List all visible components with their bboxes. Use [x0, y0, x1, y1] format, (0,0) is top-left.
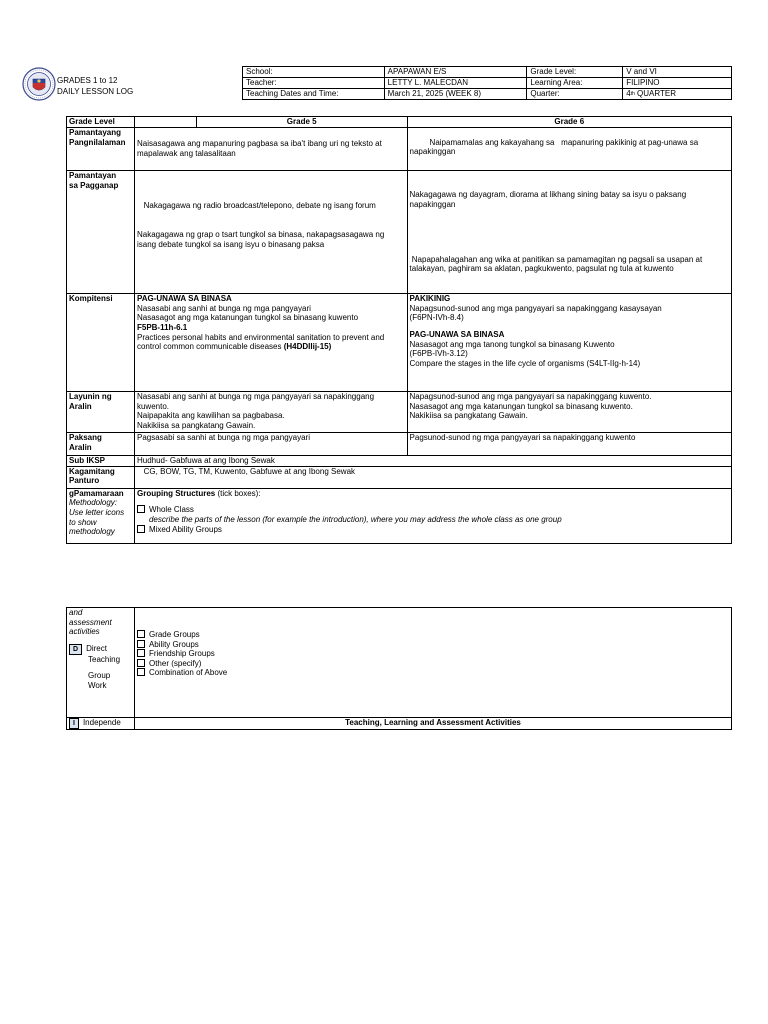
- kompitensi-g5-code2: (H4DDIIij-15): [283, 342, 332, 352]
- learning-area-value: FILIPINO: [623, 78, 732, 89]
- kompitensi-g6-5: Compare the stages in the life cycle of organisms (S4LT-IIg-h-14): [409, 358, 641, 368]
- grade-level-header: Grade Level: [67, 117, 135, 128]
- whole-class-label: Whole Class: [148, 505, 194, 515]
- tla-header: Teaching, Learning and Assessment Activities: [134, 718, 731, 730]
- teacher-value: LETTY L. MALECDAN: [384, 78, 527, 89]
- sub-iksp-label: Sub IKSP: [67, 456, 135, 467]
- whole-class-checkbox[interactable]: [137, 505, 145, 513]
- whole-class-row: [137, 505, 729, 515]
- layunin-label-1: Layunin ng: [69, 392, 112, 402]
- kagamitang-label: [67, 466, 135, 488]
- friendship-groups-checkbox[interactable]: [137, 649, 145, 657]
- title-line-1: GRADES 1 to 12: [57, 76, 118, 85]
- friendship-groups-label: Friendship Groups: [148, 649, 215, 659]
- continuation-content: [134, 608, 731, 718]
- pamantayang-label-1: Pamantayang: [69, 128, 122, 137]
- kagamitang-label-2: Panturo: [69, 476, 100, 486]
- independent-label: Independe: [82, 718, 121, 727]
- pamantayang-label-2: Pangnilalaman: [69, 137, 126, 147]
- letter-d-icon: D: [69, 644, 82, 655]
- pamantayang-g5: [134, 128, 407, 171]
- paksang-label: [67, 433, 135, 456]
- grouping-structures-note: (tick boxes):: [215, 488, 261, 498]
- continuation-label: [67, 608, 135, 718]
- grade-groups-label: Grade Groups: [148, 630, 200, 639]
- layunin-g5-1: Nasasabi ang sanhi at bunga ng mga pangyayari sa napakinggang kuwento.: [136, 392, 375, 411]
- dates-value: March 21, 2025 (WEEK 8): [384, 89, 527, 100]
- work-label: Work: [88, 680, 107, 690]
- paksang-g5: Pagsasabi sa sanhi at bunga ng mga pangyayari: [134, 433, 407, 456]
- layunin-g6: [407, 392, 731, 433]
- pamamaraan-label-2: Methodology:: [69, 498, 118, 508]
- other-label: Other (specify): [148, 658, 202, 668]
- independent-cell: [67, 718, 135, 730]
- layunin-g5: [134, 392, 407, 433]
- mixed-ability-checkbox[interactable]: [137, 525, 145, 533]
- kagamitang-label-1: Kagamitang: [69, 466, 115, 476]
- deped-seal-icon: [22, 67, 56, 101]
- cont-label-1: and: [69, 608, 83, 617]
- header-spacer: [134, 117, 196, 128]
- mixed-ability-label: Mixed Ability Groups: [148, 524, 222, 534]
- paksang-g6: Pagsunod-sunod ng mga pangyayari sa napakinggang kuwento: [407, 433, 731, 456]
- lesson-table: [66, 116, 732, 544]
- learning-area-label: Learning Area:: [527, 78, 623, 89]
- pamantayan-label-2: sa Pagganap: [69, 180, 119, 190]
- quarter-sup: th: [630, 91, 635, 97]
- kompitensi-label: Kompitensi: [67, 294, 135, 392]
- pamantayang-g6: [407, 128, 731, 171]
- layunin-g6-3: Nakikiisa sa pangkatang Gawain.: [409, 411, 528, 421]
- pamantayan-g6: [407, 171, 731, 294]
- other-checkbox[interactable]: [137, 659, 145, 667]
- quarter-num: 4: [626, 89, 631, 98]
- kompitensi-g5-3: Practices personal habits and environmental sanitation to prevent and control common communicable diseases: [136, 332, 385, 352]
- kompitensi-g6-3: Nasasagot ang mga tanong tungkol sa binasang Kuwento: [409, 339, 615, 349]
- paksang-label-2: Aralin: [69, 442, 92, 452]
- pamantayan-g5-2: Nakagagawa ng grap o tsart tungkol sa binasa, nakapagsasagawa ng isang debate tungkol sa isang isyu o binasang paksa: [136, 229, 387, 249]
- layunin-g5-2: Naipapakita ang kawilihan sa pagbabasa.: [136, 411, 285, 421]
- pamantayan-label-1: Pamantayan: [69, 171, 117, 180]
- grade-groups-checkbox[interactable]: [137, 630, 145, 638]
- direct-label: Direct: [86, 643, 107, 653]
- pamamaraan-label-4: to show: [69, 517, 97, 527]
- kompitensi-g5-1: Nasasabi ang sanhi at bunga ng mga pangyayari: [136, 303, 311, 313]
- pamantayang-g5-text: Naisasagawa ang mapanuring pagbasa sa iba't ibang uri ng teksto at mapalawak ang talasalitaan: [136, 139, 382, 158]
- pamantayan-g5-1: Nakagagawa ng radio broadcast/telepono, debate ng isang forum: [136, 201, 376, 211]
- cont-label-2: assessment: [69, 617, 112, 627]
- pamantayan-g6-1: Nakagagawa ng dayagram, diorama at likhang sining batay sa isyu o paksang napakinggan: [409, 190, 689, 209]
- kompitensi-g6-2: (F6PN-IVh-8.4): [409, 313, 464, 323]
- paksang-label-1: Paksang: [69, 433, 102, 443]
- school-value: APAPAWAN E/S: [384, 67, 527, 78]
- kagamitang-text: CG, BOW, TG, TM, Kuwento, Gabfuwe at ang Ibong Sewak: [136, 466, 356, 476]
- kompitensi-g6-head: PAKIKINIG: [409, 294, 451, 304]
- teacher-label: Teacher:: [243, 78, 385, 89]
- sub-iksp-value: Hudhud- Gabfuwa at ang Ibong Sewak: [134, 456, 731, 467]
- layunin-g6-2: Nasasagot ang mga katanungan tungkol sa binasang kuwento.: [409, 401, 633, 411]
- layunin-label-2: Aralin: [69, 401, 92, 411]
- grouping-structures-title: Grouping Structures: [136, 488, 216, 498]
- pamamaraan-label: [67, 488, 135, 543]
- kompitensi-g6-head2: PAG-UNAWA SA BINASA: [409, 329, 505, 339]
- combination-checkbox[interactable]: [137, 668, 145, 676]
- mixed-ability-row: [137, 525, 729, 535]
- kompitensi-g5-head: PAG-UNAWA SA BINASA: [136, 294, 232, 304]
- pamamaraan-content: [134, 488, 731, 543]
- kompitensi-g6-4: (F6PB-IVh-3.12): [409, 349, 468, 359]
- grade-level-value: V and VI: [623, 67, 732, 78]
- header-info-table: [242, 66, 732, 100]
- grade6-header: Grade 6: [407, 117, 731, 128]
- layunin-g5-3: Nakikiisa sa pangkatang Gawain.: [136, 420, 256, 430]
- kompitensi-g5: [134, 294, 407, 392]
- combination-label: Combination of Above: [148, 668, 228, 678]
- ability-groups-checkbox[interactable]: [137, 640, 145, 648]
- whole-class-desc: describe the parts of the lesson (for example the introduction), where you may address the whole class as one group: [148, 514, 562, 524]
- kompitensi-g6: [407, 294, 731, 392]
- pamamaraan-label-3: Use letter icons: [69, 507, 125, 517]
- pamantayang-label: [67, 128, 135, 171]
- kompitensi-g6-1: Napagsunod-sunod ang mga pangyayari sa napakinggang kasaysayan: [409, 303, 662, 313]
- cont-label-3: activities: [69, 627, 100, 637]
- kompitensi-g5-2: Nasasagot ang mga katanungan tungkol sa binasang kuwento: [136, 313, 359, 323]
- school-label: School:: [243, 67, 385, 78]
- pamantayan-label: [67, 171, 135, 294]
- quarter-rest: QUARTER: [634, 89, 677, 98]
- log-title: [57, 76, 237, 97]
- teaching-label: Teaching: [88, 654, 121, 664]
- layunin-g6-1: Napagsunod-sunod ang mga pangyayari sa napakinggang kuwento.: [409, 392, 652, 402]
- dates-label: Teaching Dates and Time:: [243, 89, 385, 100]
- continuation-table: [66, 607, 732, 730]
- pamantayang-g6-text: Naipamamalas ang kakayahang sa mapanuring pakikinig at pag-unawa sa napakinggan: [409, 137, 701, 157]
- kompitensi-g5-code: F5PB-11h-6.1: [136, 322, 188, 332]
- direct-teaching-item: [69, 644, 132, 655]
- pamantayan-g6-2: Napapahalagahan ang wika at panitikan sa pamamagitan ng pagsali sa usapan at talakayan, paghiram sa aklatan, pagkukwento, pagsulat ng tula at kuwento: [409, 254, 705, 274]
- grade-level-label: Grade Level:: [527, 67, 623, 78]
- grade5-header: Grade 5: [196, 117, 407, 128]
- pamamaraan-label-5: methodology: [69, 527, 115, 537]
- pamamaraan-label-1: gPamamaraan: [69, 488, 124, 498]
- title-line-2: DAILY LESSON LOG: [57, 86, 134, 96]
- pamantayan-g5: [134, 171, 407, 294]
- ability-groups-label: Ability Groups: [148, 639, 199, 649]
- kagamitang-value: [134, 466, 731, 488]
- quarter-label: Quarter:: [527, 89, 623, 100]
- layunin-label: [67, 392, 135, 433]
- group-label: Group: [88, 671, 111, 681]
- quarter-value: [623, 89, 732, 100]
- letter-i-icon: I: [69, 718, 79, 729]
